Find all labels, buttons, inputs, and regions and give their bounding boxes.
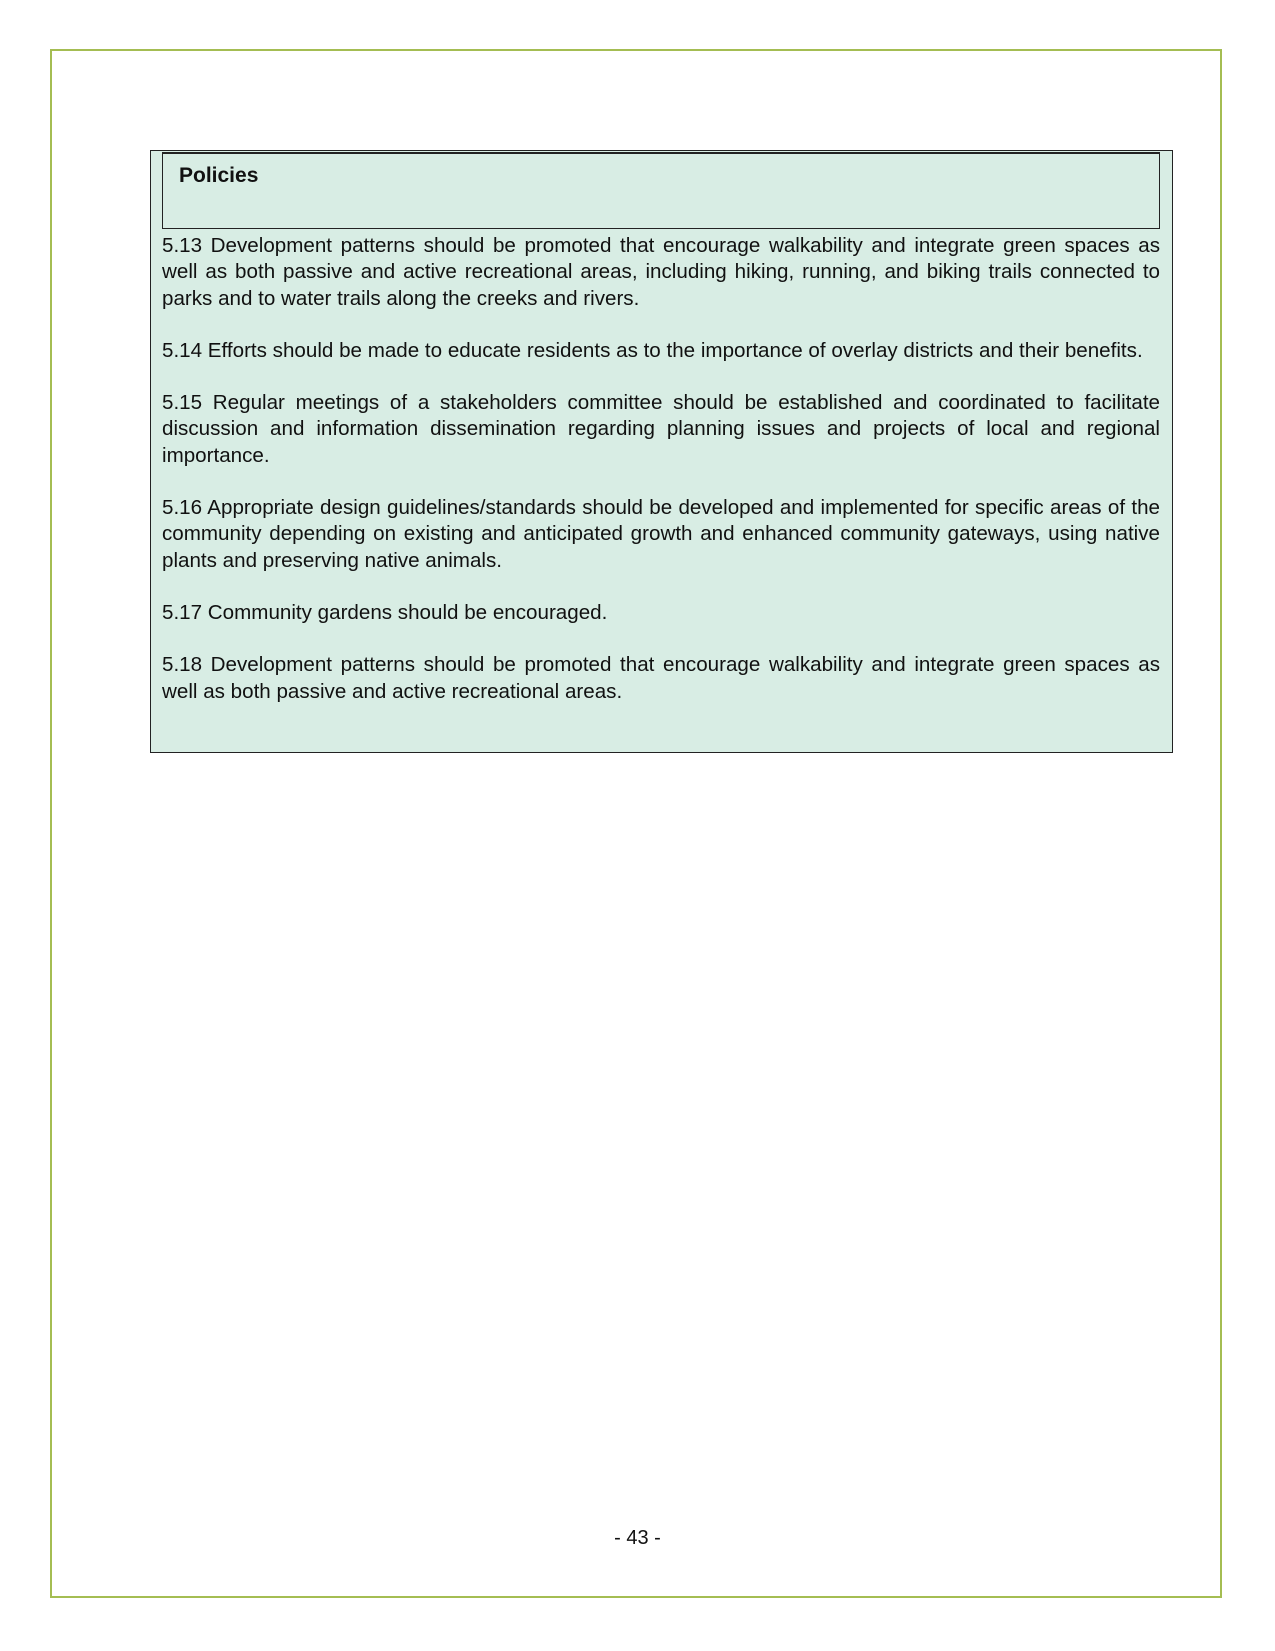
policies-title: Policies [179, 164, 259, 187]
policy-item: 5.18 Development patterns should be promoted that encourage walkability and integrate green spaces as well as both passive and active recreational areas. [162, 653, 1160, 703]
policy-item: 5.14 Efforts should be made to educate residents as to the importance of overlay districts and their benefits. [162, 338, 1143, 362]
page-number: - 43 - [614, 1527, 661, 1549]
policies-header [162, 152, 1160, 229]
policy-item: 5.17 Community gardens should be encouraged. [162, 600, 608, 624]
policies-box [150, 150, 1173, 753]
policy-item: 5.15 Regular meetings of a stakeholders committee should be established and coordinated to facilitate discussion and information dissemination regarding planning issues and projects of local and regional importance. [162, 391, 1160, 467]
policies-list [162, 233, 1160, 731]
policy-item: 5.13 Development patterns should be promoted that encourage walkability and integrate green spaces as well as both passive and active recreational areas, including hiking, running, and biking trails connected to parks and to water trails along the creeks and rivers. [162, 234, 1160, 310]
policy-item: 5.16 Appropriate design guidelines/standards should be developed and implemented for specific areas of the community depending on existing and anticipated growth and enhanced community gateways, using native plants and preserving native animals. [162, 496, 1160, 572]
